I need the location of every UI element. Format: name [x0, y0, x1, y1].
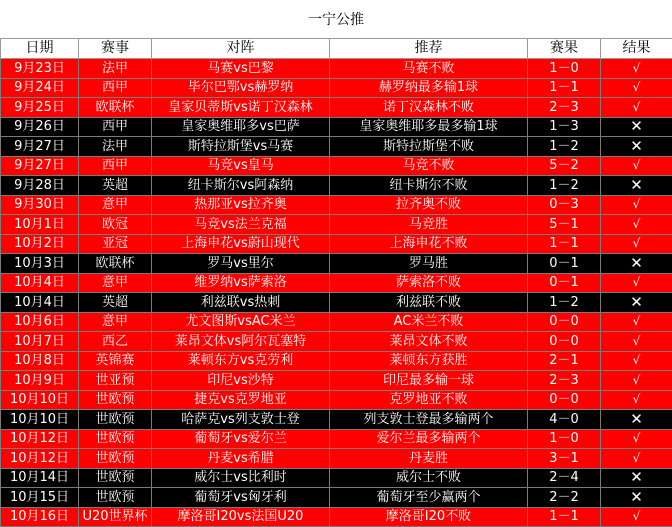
cell-result: √: [601, 98, 672, 118]
header-date: 日期: [1, 39, 79, 59]
cell-match: 葡萄牙vs匈牙利: [152, 488, 330, 508]
cell-score: 1－2: [528, 137, 601, 157]
cell-pick: 斯特拉斯堡不败: [330, 137, 528, 157]
table-row: [1, 254, 672, 274]
cell-league: 英锦赛: [79, 351, 152, 371]
table-row: [1, 273, 672, 293]
cell-score: 1－1: [528, 78, 601, 98]
cell-score: 1－2: [528, 293, 601, 313]
cell-date: 10月15日: [1, 488, 79, 508]
sheet-title: 一宁公推: [0, 0, 672, 38]
cell-league: U20世界杯: [79, 507, 152, 527]
cell-score: 0－3: [528, 195, 601, 215]
cell-league: 西甲: [79, 117, 152, 137]
cell-date: 9月26日: [1, 117, 79, 137]
cell-date: 10月3日: [1, 254, 79, 274]
table-row: [1, 98, 672, 118]
table-row: [1, 195, 672, 215]
cell-match: 莱顿东方vs克劳利: [152, 351, 330, 371]
cell-pick: 罗马胜: [330, 254, 528, 274]
cell-pick: 莱顿东方获胜: [330, 351, 528, 371]
header-score: 赛果: [528, 39, 601, 59]
cell-pick: 葡萄牙至少赢两个: [330, 488, 528, 508]
table-row: [1, 176, 672, 196]
table-row: [1, 137, 672, 157]
cell-match: 热那亚vs拉齐奥: [152, 195, 330, 215]
table-row: [1, 351, 672, 371]
cell-result: √: [601, 234, 672, 254]
cell-league: 西甲: [79, 78, 152, 98]
cell-pick: 皇家奥维耶多最多输1球: [330, 117, 528, 137]
cell-match: 丹麦vs希腊: [152, 449, 330, 469]
cell-result: √: [601, 351, 672, 371]
cell-league: 欧联杯: [79, 98, 152, 118]
cell-match: 斯特拉斯堡vs马赛: [152, 137, 330, 157]
cell-league: 世亚预: [79, 371, 152, 391]
cell-score: 1－1: [528, 234, 601, 254]
cell-date: 10月10日: [1, 410, 79, 430]
cell-pick: 莱昂文体不败: [330, 332, 528, 352]
header-league: 赛事: [79, 39, 152, 59]
cell-match: 哈萨克vs列支敦士登: [152, 410, 330, 430]
cell-result: √: [601, 507, 672, 527]
cell-result: ✕: [601, 410, 672, 430]
cell-result: ✕: [601, 117, 672, 137]
cell-match: 毕尔巴鄂vs赫罗纳: [152, 78, 330, 98]
header-match: 对阵: [152, 39, 330, 59]
cell-score: 0－1: [528, 254, 601, 274]
cell-score: 2－3: [528, 98, 601, 118]
cell-match: 印尼vs沙特: [152, 371, 330, 391]
cell-score: 2－3: [528, 371, 601, 391]
cell-score: 1－1: [528, 507, 601, 527]
cell-score: 2－2: [528, 488, 601, 508]
results-table: [0, 38, 672, 527]
table-row: [1, 390, 672, 410]
cell-result: √: [601, 59, 672, 79]
cell-pick: 上海申花不败: [330, 234, 528, 254]
cell-result: √: [601, 215, 672, 235]
cell-pick: 马赛不败: [330, 59, 528, 79]
cell-result: √: [601, 332, 672, 352]
cell-match: 莱昂文体vs阿尔瓦塞特: [152, 332, 330, 352]
table-row: [1, 312, 672, 332]
cell-date: 10月2日: [1, 234, 79, 254]
cell-pick: 克罗地亚不败: [330, 390, 528, 410]
cell-match: 皇家贝蒂斯vs诺丁汉森林: [152, 98, 330, 118]
cell-pick: 马竞不败: [330, 156, 528, 176]
cell-match: 尤文图斯vsAC米兰: [152, 312, 330, 332]
cell-date: 9月25日: [1, 98, 79, 118]
cell-date: 10月10日: [1, 390, 79, 410]
cell-pick: 纽卡斯尔不败: [330, 176, 528, 196]
cell-result: ✕: [601, 254, 672, 274]
cell-league: 西乙: [79, 332, 152, 352]
cell-score: 0－1: [528, 273, 601, 293]
cell-pick: 摩洛哥I20不败: [330, 507, 528, 527]
cell-pick: 爱尔兰最多输两个: [330, 429, 528, 449]
table-row: [1, 507, 672, 527]
cell-pick: 威尔士不败: [330, 468, 528, 488]
cell-league: 世欧预: [79, 429, 152, 449]
cell-pick: 马竞胜: [330, 215, 528, 235]
cell-result: √: [601, 156, 672, 176]
cell-match: 捷克vs克罗地亚: [152, 390, 330, 410]
table-row: [1, 293, 672, 313]
cell-result: ✕: [601, 176, 672, 196]
cell-date: 9月28日: [1, 176, 79, 196]
cell-league: 世欧预: [79, 488, 152, 508]
cell-league: 世欧预: [79, 468, 152, 488]
cell-score: 1－0: [528, 59, 601, 79]
cell-date: 9月27日: [1, 137, 79, 157]
header-result: 结果: [601, 39, 672, 59]
table-row: [1, 234, 672, 254]
cell-match: 利兹联vs热刺: [152, 293, 330, 313]
table-row: [1, 449, 672, 469]
cell-match: 马竞vs皇马: [152, 156, 330, 176]
cell-pick: 萨索洛不败: [330, 273, 528, 293]
cell-league: 意甲: [79, 195, 152, 215]
cell-date: 10月6日: [1, 312, 79, 332]
table-row: [1, 117, 672, 137]
cell-date: 10月1日: [1, 215, 79, 235]
cell-score: 1－0: [528, 429, 601, 449]
cell-league: 英超: [79, 293, 152, 313]
cell-score: 5－1: [528, 215, 601, 235]
cell-league: 西甲: [79, 156, 152, 176]
cell-score: 5－2: [528, 156, 601, 176]
cell-score: 2－1: [528, 351, 601, 371]
cell-pick: 印尼最多输一球: [330, 371, 528, 391]
cell-pick: 丹麦胜: [330, 449, 528, 469]
table-row: [1, 78, 672, 98]
cell-date: 10月12日: [1, 429, 79, 449]
cell-league: 英超: [79, 176, 152, 196]
cell-date: 10月4日: [1, 273, 79, 293]
cell-match: 葡萄牙vs爱尔兰: [152, 429, 330, 449]
cell-result: √: [601, 78, 672, 98]
cell-pick: 利兹联不败: [330, 293, 528, 313]
table-body: [1, 59, 672, 527]
cell-result: ✕: [601, 293, 672, 313]
cell-score: 4－0: [528, 410, 601, 430]
table-row: [1, 429, 672, 449]
cell-date: 9月27日: [1, 156, 79, 176]
table-row: [1, 468, 672, 488]
cell-result: √: [601, 273, 672, 293]
cell-match: 皇家奥维耶多vs巴萨: [152, 117, 330, 137]
table-row: [1, 59, 672, 79]
cell-league: 法甲: [79, 137, 152, 157]
header-pick: 推荐: [330, 39, 528, 59]
cell-pick: 列支敦士登最多输两个: [330, 410, 528, 430]
table-row: [1, 488, 672, 508]
cell-result: √: [601, 449, 672, 469]
cell-date: 10月14日: [1, 468, 79, 488]
cell-pick: 拉齐奥不败: [330, 195, 528, 215]
cell-pick: AC米兰不败: [330, 312, 528, 332]
cell-match: 上海申花vs蔚山现代: [152, 234, 330, 254]
cell-date: 9月24日: [1, 78, 79, 98]
cell-result: ✕: [601, 137, 672, 157]
cell-result: √: [601, 312, 672, 332]
header-row: [1, 39, 672, 59]
cell-score: 0－0: [528, 332, 601, 352]
cell-date: 9月23日: [1, 59, 79, 79]
cell-date: 10月8日: [1, 351, 79, 371]
cell-date: 10月4日: [1, 293, 79, 313]
cell-result: ✕: [601, 468, 672, 488]
cell-pick: 赫罗纳最多输1球: [330, 78, 528, 98]
table-row: [1, 215, 672, 235]
cell-league: 亚冠: [79, 234, 152, 254]
table-row: [1, 410, 672, 430]
cell-league: 世欧预: [79, 449, 152, 469]
table-row: [1, 332, 672, 352]
cell-match: 纽卡斯尔vs阿森纳: [152, 176, 330, 196]
cell-date: 10月9日: [1, 371, 79, 391]
cell-match: 马竞vs法兰克福: [152, 215, 330, 235]
cell-match: 罗马vs里尔: [152, 254, 330, 274]
table-row: [1, 371, 672, 391]
cell-result: √: [601, 371, 672, 391]
cell-score: 3－1: [528, 449, 601, 469]
cell-score: 1－3: [528, 117, 601, 137]
cell-league: 欧联杯: [79, 254, 152, 274]
cell-result: √: [601, 429, 672, 449]
cell-match: 威尔士vs比利时: [152, 468, 330, 488]
cell-score: 2－4: [528, 468, 601, 488]
cell-result: √: [601, 390, 672, 410]
cell-score: 0－0: [528, 312, 601, 332]
cell-date: 10月7日: [1, 332, 79, 352]
cell-match: 摩洛哥I20vs法国U20: [152, 507, 330, 527]
cell-league: 法甲: [79, 59, 152, 79]
cell-score: 1－2: [528, 176, 601, 196]
cell-date: 10月12日: [1, 449, 79, 469]
cell-result: ✕: [601, 488, 672, 508]
cell-score: 0－0: [528, 390, 601, 410]
cell-date: 10月16日: [1, 507, 79, 527]
cell-league: 欧冠: [79, 215, 152, 235]
cell-league: 意甲: [79, 273, 152, 293]
cell-pick: 诺丁汉森林不败: [330, 98, 528, 118]
table-row: [1, 156, 672, 176]
cell-league: 意甲: [79, 312, 152, 332]
cell-league: 世欧预: [79, 390, 152, 410]
cell-match: 马赛vs巴黎: [152, 59, 330, 79]
cell-result: √: [601, 195, 672, 215]
cell-league: 世欧预: [79, 410, 152, 430]
cell-match: 维罗纳vs萨索洛: [152, 273, 330, 293]
cell-date: 9月30日: [1, 195, 79, 215]
